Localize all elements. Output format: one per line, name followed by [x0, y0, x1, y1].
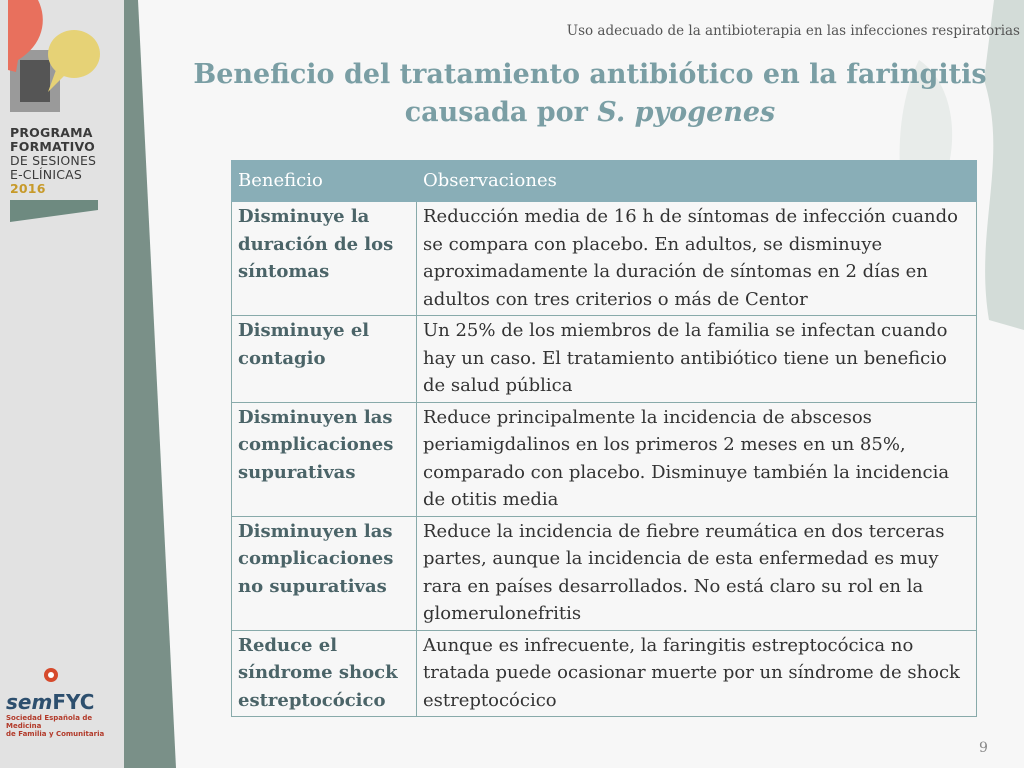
org-subtitle-2: de Familia y Comunitaria: [6, 730, 105, 738]
page-number: 9: [979, 740, 988, 756]
program-year: 2016: [10, 181, 46, 196]
benefit-cell: Disminuye el contagio: [232, 316, 417, 403]
observation-cell: Aunque es infrecuente, la faringitis estreptocócica no tratada puede ocasionar muerte por un síndrome de shock estreptocócico: [417, 630, 977, 717]
table-row: [232, 402, 977, 516]
page-title: [190, 56, 990, 132]
table-row: [232, 316, 977, 403]
table-header-row: [232, 161, 977, 202]
program-label: [10, 126, 96, 196]
observation-cell: Un 25% de los miembros de la familia se infectan cuando hay un caso. El tratamiento antibiótico tiene un beneficio de salud pública: [417, 316, 977, 403]
benefit-cell: Disminuyen las complicaciones no supurativas: [232, 516, 417, 630]
benefit-cell: Disminuye la duración de los síntomas: [232, 202, 417, 316]
program-bar: [10, 200, 98, 222]
program-line-4: E-CLÍNICAS: [10, 167, 83, 182]
column-header-observations: Observaciones: [417, 161, 977, 202]
org-subtitle-1: Sociedad Española de Medicina: [6, 714, 93, 730]
observation-cell: Reduce principalmente la incidencia de abscesos periamigdalinos en los primeros 2 meses en un 85%, comparado con placebo. Disminuye también la incidencia de otitis media: [417, 402, 977, 516]
program-line-2: FORMATIVO: [10, 139, 95, 154]
benefits-table: [231, 160, 977, 717]
org-name: semFYC: [6, 690, 95, 714]
header-text: Uso adecuado de la antibioterapia en las infecciones respiratorias: [566, 23, 1020, 39]
semfyc-logo: [6, 666, 118, 738]
observation-cell: Reduce la incidencia de fiebre reumática en dos terceras partes, aunque la incidencia de esta enfermedad es muy rara en países desarrollados. No está claro su rol en la glomerulonefritis: [417, 516, 977, 630]
table-row: [232, 516, 977, 630]
program-line-1: PROGRAMA: [10, 125, 93, 140]
program-line-3: DE SESIONES: [10, 153, 97, 168]
benefit-cell: Reduce el síndrome shock estreptocócico: [232, 630, 417, 717]
title-line-1: Beneficio del tratamiento antibiótico en la faringitis: [193, 59, 987, 90]
semfyc-emblem-icon: [6, 666, 118, 684]
table-row: [232, 202, 977, 316]
column-header-benefit: Beneficio: [232, 161, 417, 202]
program-logo: [8, 0, 126, 120]
observation-cell: Reducción media de 16 h de síntomas de infección cuando se compara con placebo. En adultos, se disminuye aproximadamente la duración de síntomas en 2 días en adultos con tres criterios o más de Centor: [417, 202, 977, 316]
benefit-cell: Disminuyen las complicaciones supurativas: [232, 402, 417, 516]
title-line-2: causada por S. pyogenes: [404, 97, 776, 128]
table-row: [232, 630, 977, 717]
